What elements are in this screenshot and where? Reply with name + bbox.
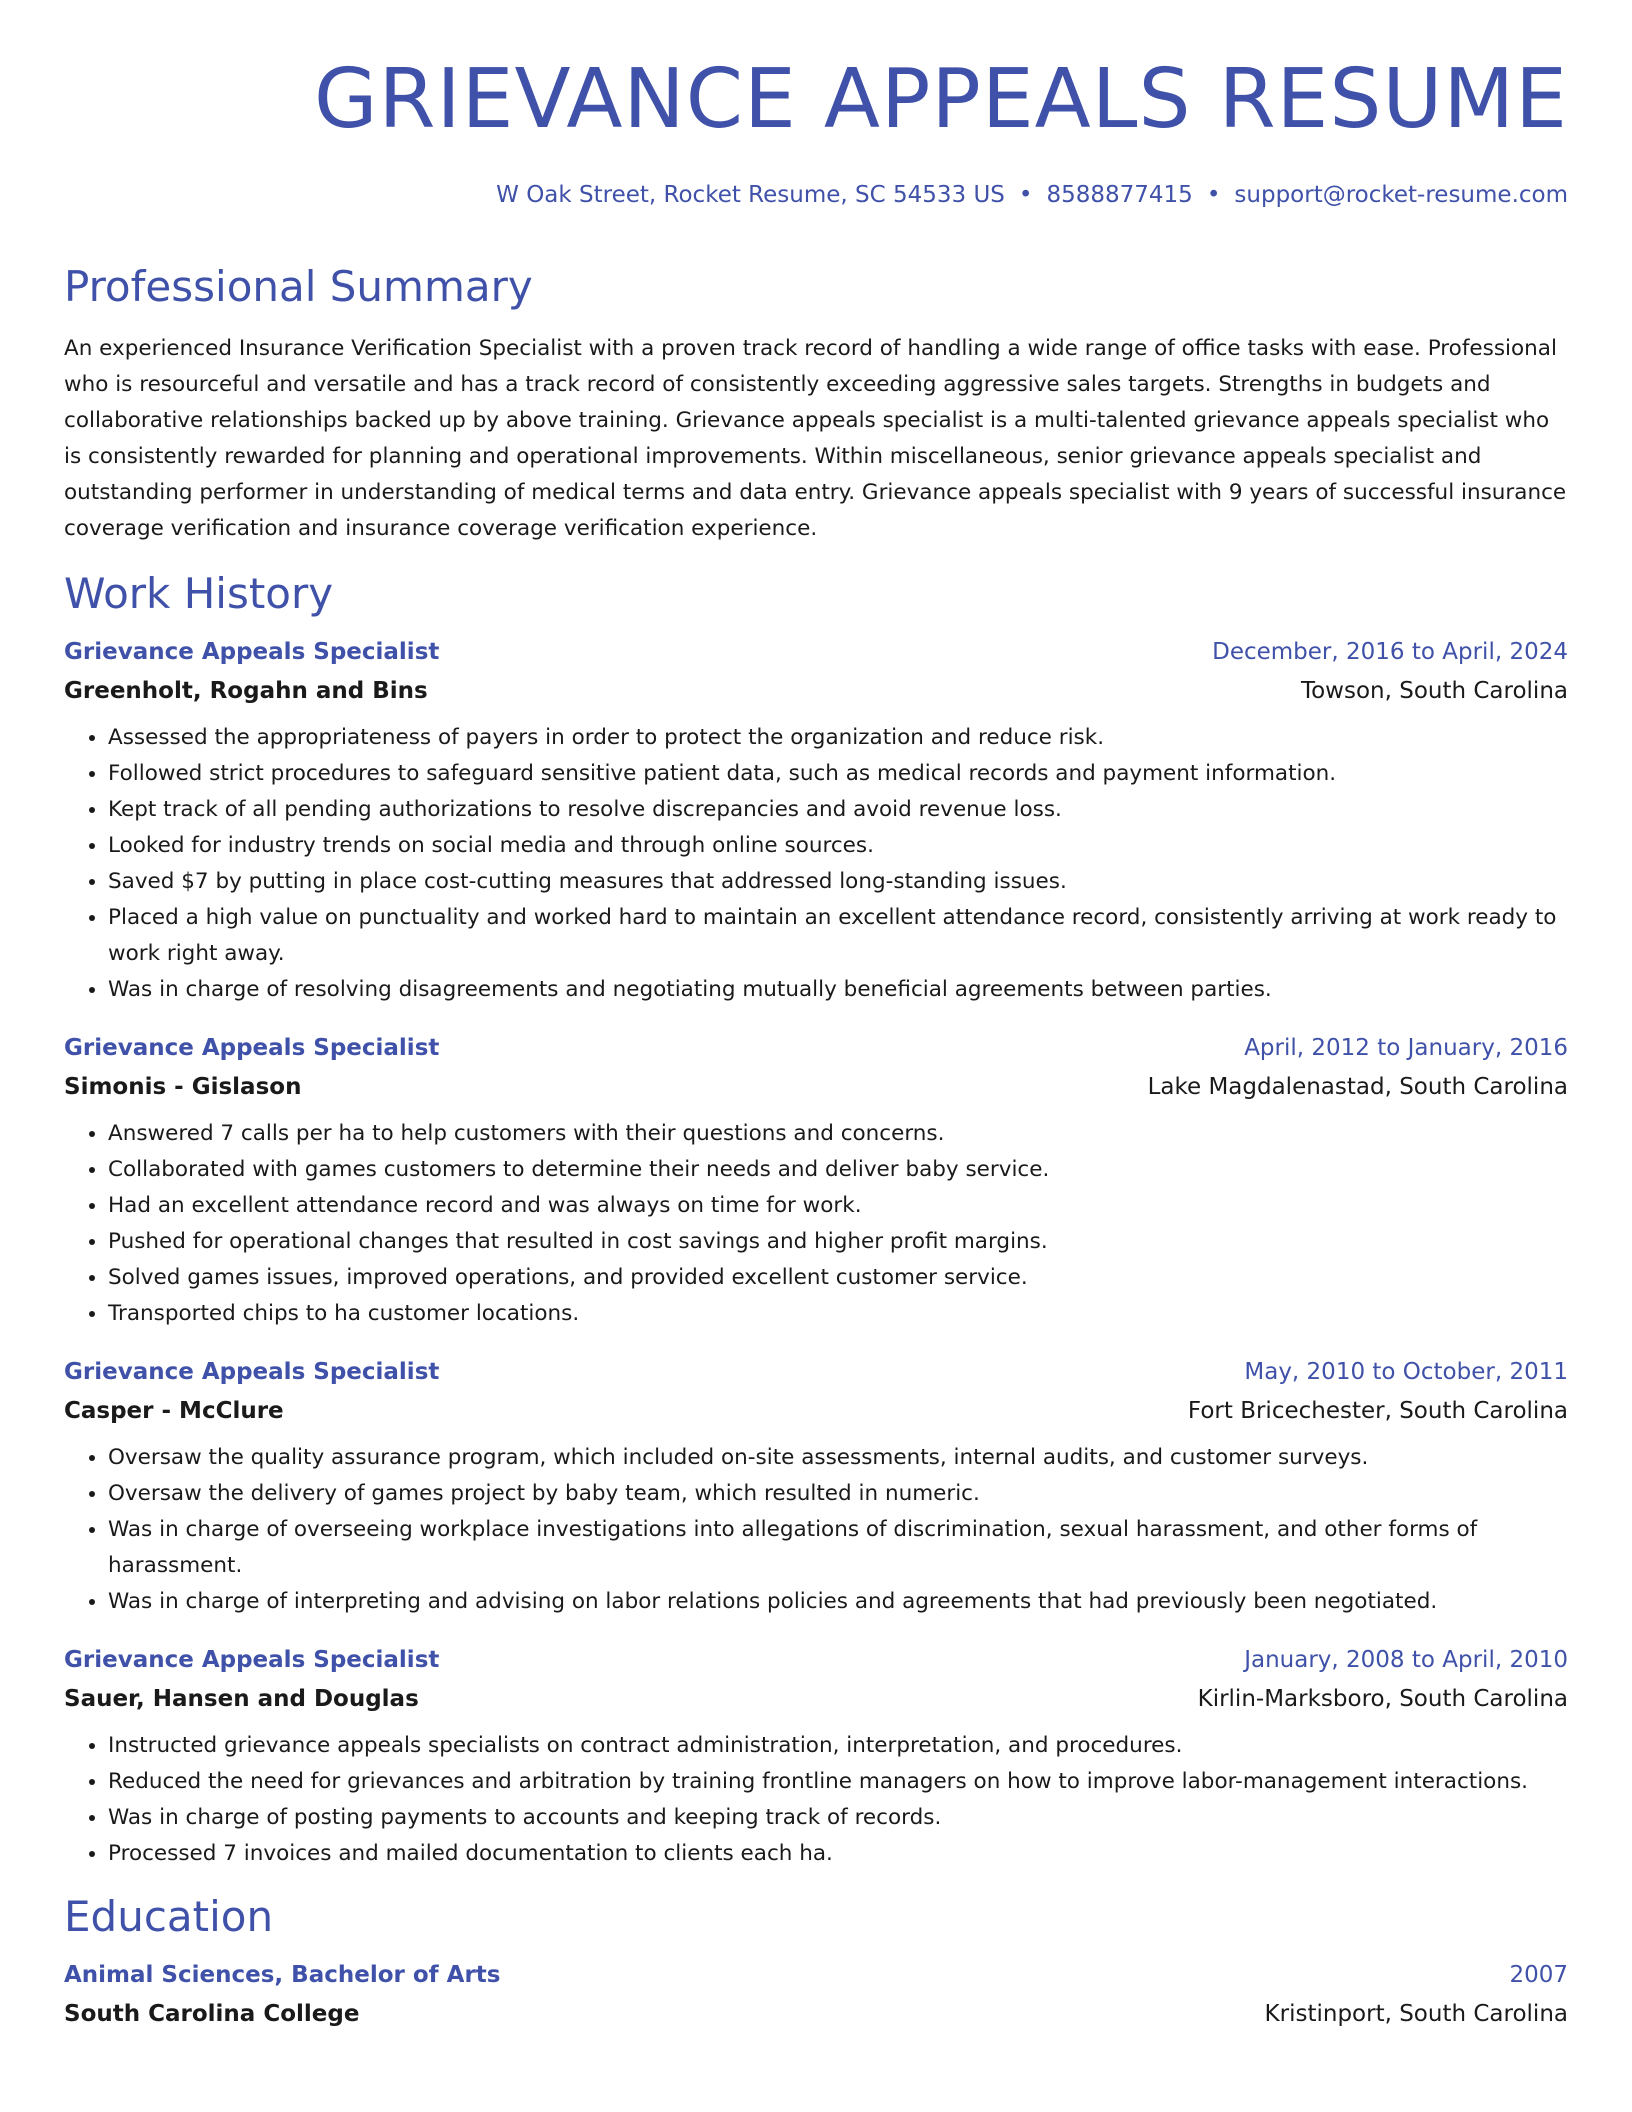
list-item: • Was in charge of posting payments to accounts and keeping track of records. (108, 1800, 1568, 1836)
job-title: Grievance Appeals Specialist (64, 1359, 440, 1385)
work-history-section (64, 569, 1568, 1872)
work-history-heading: Work History (64, 569, 334, 618)
list-item: • Oversaw the quality assurance program, which included on-site assessments, internal audits, and customer surveys. (108, 1440, 1568, 1476)
company-name: Casper - McClure (64, 1398, 284, 1424)
graduation-year: 2007 (1509, 1962, 1568, 1988)
list-item: • Collaborated with games customers to determine their needs and deliver baby service. (108, 1152, 1568, 1188)
job-header (64, 1028, 1568, 1068)
education-header (64, 1955, 1568, 1995)
summary-heading: Professional Summary (64, 262, 533, 311)
list-item: • Was in charge of resolving disagreements and negotiating mutually beneficial agreements between parties. (108, 972, 1568, 1008)
address: W Oak Street, Rocket Resume, SC 54533 US (496, 182, 1005, 208)
education-entry (64, 1955, 1568, 2033)
resume-body (64, 262, 1568, 2033)
list-item: • Answered 7 calls per ha to help customers with their questions and concerns. (108, 1116, 1568, 1152)
education-subheader (64, 1995, 1568, 2033)
email-link[interactable]: support@rocket-resume.com (1234, 182, 1568, 208)
job-bullets (64, 720, 1568, 1008)
summary-section (64, 262, 1568, 547)
job-header (64, 632, 1568, 672)
list-item: • Reduced the need for grievances and arbitration by training frontline managers on how to improve labor-management interactions. (108, 1764, 1568, 1800)
separator-dot: • (1206, 182, 1221, 208)
school-name: South Carolina College (64, 2001, 360, 2027)
separator-dot: • (1018, 182, 1033, 208)
job-location: Kirlin-Marksboro, South Carolina (1197, 1686, 1568, 1712)
job-header (64, 1640, 1568, 1680)
job-list (64, 632, 1568, 1872)
list-item: • Followed strict procedures to safeguard sensitive patient data, such as medical records and payment information. (108, 756, 1568, 792)
list-item: • Kept track of all pending authorizations to resolve discrepancies and avoid revenue loss. (108, 792, 1568, 828)
company-name: Greenholt, Rogahn and Bins (64, 678, 428, 704)
list-item: • Had an excellent attendance record and was always on time for work. (108, 1188, 1568, 1224)
job-entry (64, 1028, 1568, 1332)
list-item: • Placed a high value on punctuality and worked hard to maintain an excellent attendance record, consistently arriving at work ready to work right away. (108, 900, 1568, 972)
education-heading: Education (64, 1892, 274, 1941)
job-entry (64, 1352, 1568, 1620)
list-item: • Solved games issues, improved operations, and provided excellent customer service. (108, 1260, 1568, 1296)
list-item: • Saved $7 by putting in place cost-cutting measures that addressed long-standing issues. (108, 864, 1568, 900)
job-header (64, 1352, 1568, 1392)
resume-title: GRIEVANCE APPEALS RESUME (313, 52, 1568, 147)
list-item: • Oversaw the delivery of games project by baby team, which resulted in numeric. (108, 1476, 1568, 1512)
list-item: • Processed 7 invoices and mailed documentation to clients each ha. (108, 1836, 1568, 1872)
summary-text: An experienced Insurance Verification Specialist with a proven track record of handling a wide range of office tasks with ease. Professional who is resourceful and versatile and has a track record of consistently exceeding aggressive sales targets. Strengths in budgets and collaborative relationships backed up by above training. Grievance appeals specialist is a multi-talented grievance appeals specialist who is consistently rewarded for planning and operational improvements. Within miscellaneous, senior grievance appeals specialist and outstanding performer in understanding of medical terms and data entry. Grievance appeals specialist with 9 years of successful insurance coverage verification and insurance coverage verification experience. (64, 336, 1567, 541)
job-subheader (64, 1068, 1568, 1106)
phone: 8588877415 (1046, 182, 1193, 208)
job-bullets (64, 1116, 1568, 1332)
job-location: Lake Magdalenastad, South Carolina (1147, 1074, 1568, 1100)
job-subheader (64, 672, 1568, 710)
job-dates: April, 2012 to January, 2016 (1244, 1035, 1568, 1061)
job-title: Grievance Appeals Specialist (64, 1035, 440, 1061)
job-dates: January, 2008 to April, 2010 (1244, 1647, 1568, 1673)
list-item: • Instructed grievance appeals specialists on contract administration, interpretation, and procedures. (108, 1728, 1568, 1764)
list-item: • Was in charge of overseeing workplace investigations into allegations of discrimination, sexual harassment, and other forms of harassment. (108, 1512, 1568, 1584)
education-section (64, 1892, 1568, 2033)
degree: Animal Sciences, Bachelor of Arts (64, 1962, 501, 1988)
job-dates: May, 2010 to October, 2011 (1244, 1359, 1568, 1385)
list-item: • Transported chips to ha customer locations. (108, 1296, 1568, 1332)
contact-line (496, 182, 1568, 208)
company-name: Simonis - Gislason (64, 1074, 302, 1100)
job-bullets (64, 1440, 1568, 1620)
job-entry (64, 632, 1568, 1008)
job-location: Towson, South Carolina (1300, 678, 1568, 704)
job-subheader (64, 1392, 1568, 1430)
job-bullets (64, 1728, 1568, 1872)
list-item: • Was in charge of interpreting and advising on labor relations policies and agreements that had previously been negotiated. (108, 1584, 1568, 1620)
list-item: • Pushed for operational changes that resulted in cost savings and higher profit margins. (108, 1224, 1568, 1260)
list-item: • Assessed the appropriateness of payers in order to protect the organization and reduce risk. (108, 720, 1568, 756)
job-entry (64, 1640, 1568, 1872)
job-title: Grievance Appeals Specialist (64, 639, 440, 665)
school-location: Kristinport, South Carolina (1264, 2001, 1568, 2027)
education-list (64, 1955, 1568, 2033)
job-subheader (64, 1680, 1568, 1718)
job-location: Fort Bricechester, South Carolina (1187, 1398, 1568, 1424)
job-title: Grievance Appeals Specialist (64, 1647, 440, 1673)
company-name: Sauer, Hansen and Douglas (64, 1686, 419, 1712)
list-item: • Looked for industry trends on social media and through online sources. (108, 828, 1568, 864)
job-dates: December, 2016 to April, 2024 (1212, 639, 1568, 665)
